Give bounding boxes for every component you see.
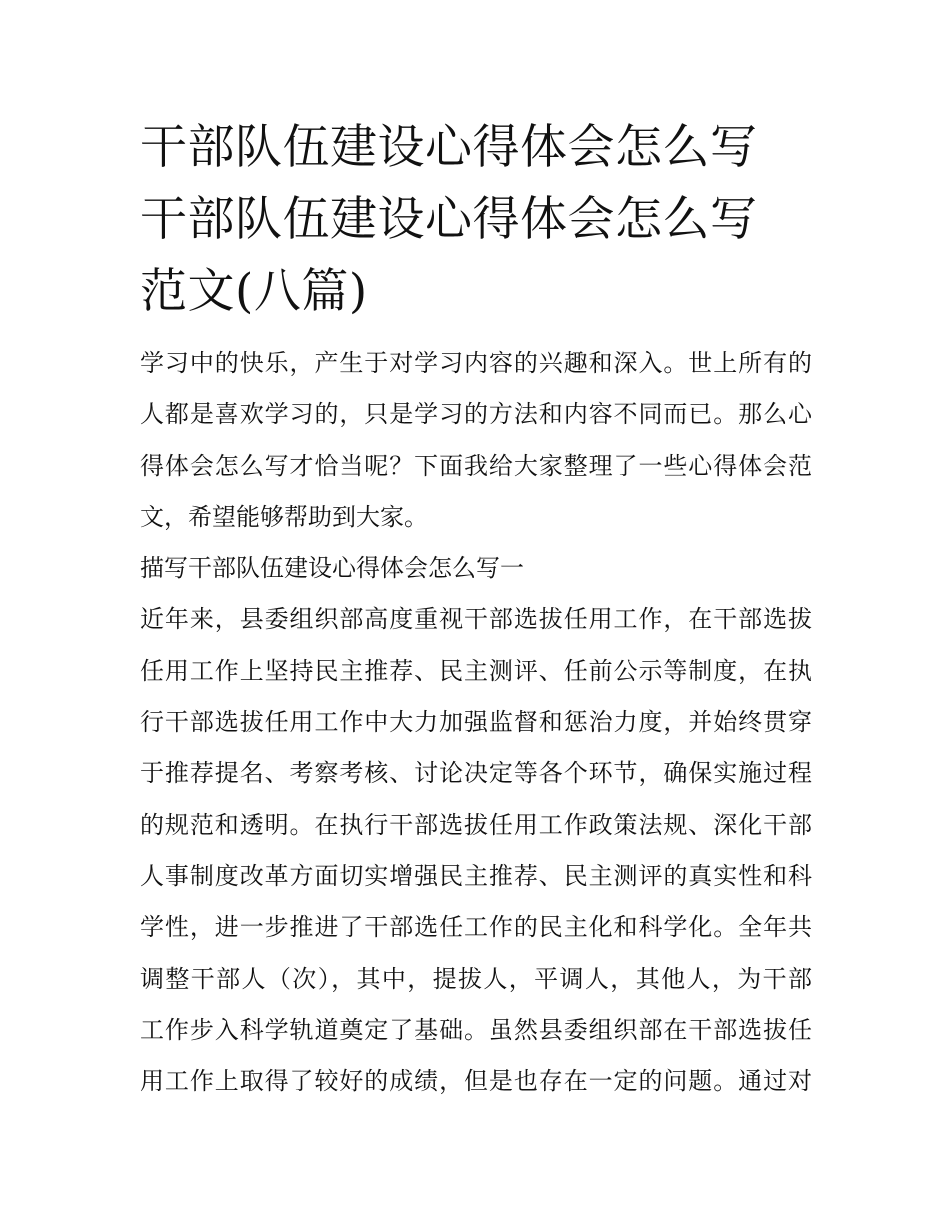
- paragraph-line: 学习中的快乐，产生于对学习内容的兴趣和深入。世上所有的: [140, 349, 812, 377]
- paragraph-line: 调整干部人（次），其中，提拔人，平调人，其他人，为干部: [140, 964, 812, 993]
- paragraph-line: 文，希望能够帮助到大家。: [140, 502, 428, 531]
- paragraph-line: 学性，进一步推进了干部选任工作的民主化和科学化。全年共: [140, 913, 812, 942]
- section-heading-text: 描写干部队伍建设心得体会怎么写一: [140, 554, 524, 583]
- paragraph-line: 近年来，县委组织部高度重视干部选拔任用工作，在干部选拔: [140, 605, 812, 634]
- title-line: 范文(八篇): [140, 264, 368, 319]
- paragraph-line: 工作步入科学轨道奠定了基础。虽然县委组织部在干部选拔任: [140, 1015, 812, 1044]
- paragraph-line: 任用工作上坚持民主推荐、民主测评、任前公示等制度，在执: [140, 656, 812, 685]
- paragraph-line: 人都是喜欢学习的，只是学习的方法和内容不同而已。那么心: [140, 400, 812, 429]
- paragraph-line: 的规范和透明。在执行干部选拔任用工作政策法规、深化干部: [140, 810, 812, 839]
- paragraph-line: 得体会怎么写才恰当呢？下面我给大家整理了一些心得体会范: [140, 451, 812, 480]
- section-heading: [140, 543, 812, 594]
- intro-paragraph: [140, 338, 812, 543]
- paragraph-line: 人事制度改革方面切实增强民主推荐、民主测评的真实性和科: [140, 861, 812, 890]
- paragraph-line: 行干部选拔任用工作中大力加强监督和惩治力度，并始终贯穿: [140, 708, 812, 737]
- title-line: 干部队伍建设心得体会怎么写: [140, 192, 758, 247]
- paragraph-line: 于推荐提名、考察考核、讨论决定等各个环节，确保实施过程: [140, 759, 812, 788]
- title-line: 干部队伍建设心得体会怎么写: [140, 120, 758, 175]
- document-title: [140, 112, 812, 328]
- paragraph-line: 用工作上取得了较好的成绩，但是也存在一定的问题。通过对: [140, 1067, 812, 1096]
- document-content: [140, 112, 812, 1107]
- section-paragraph: [140, 594, 812, 1107]
